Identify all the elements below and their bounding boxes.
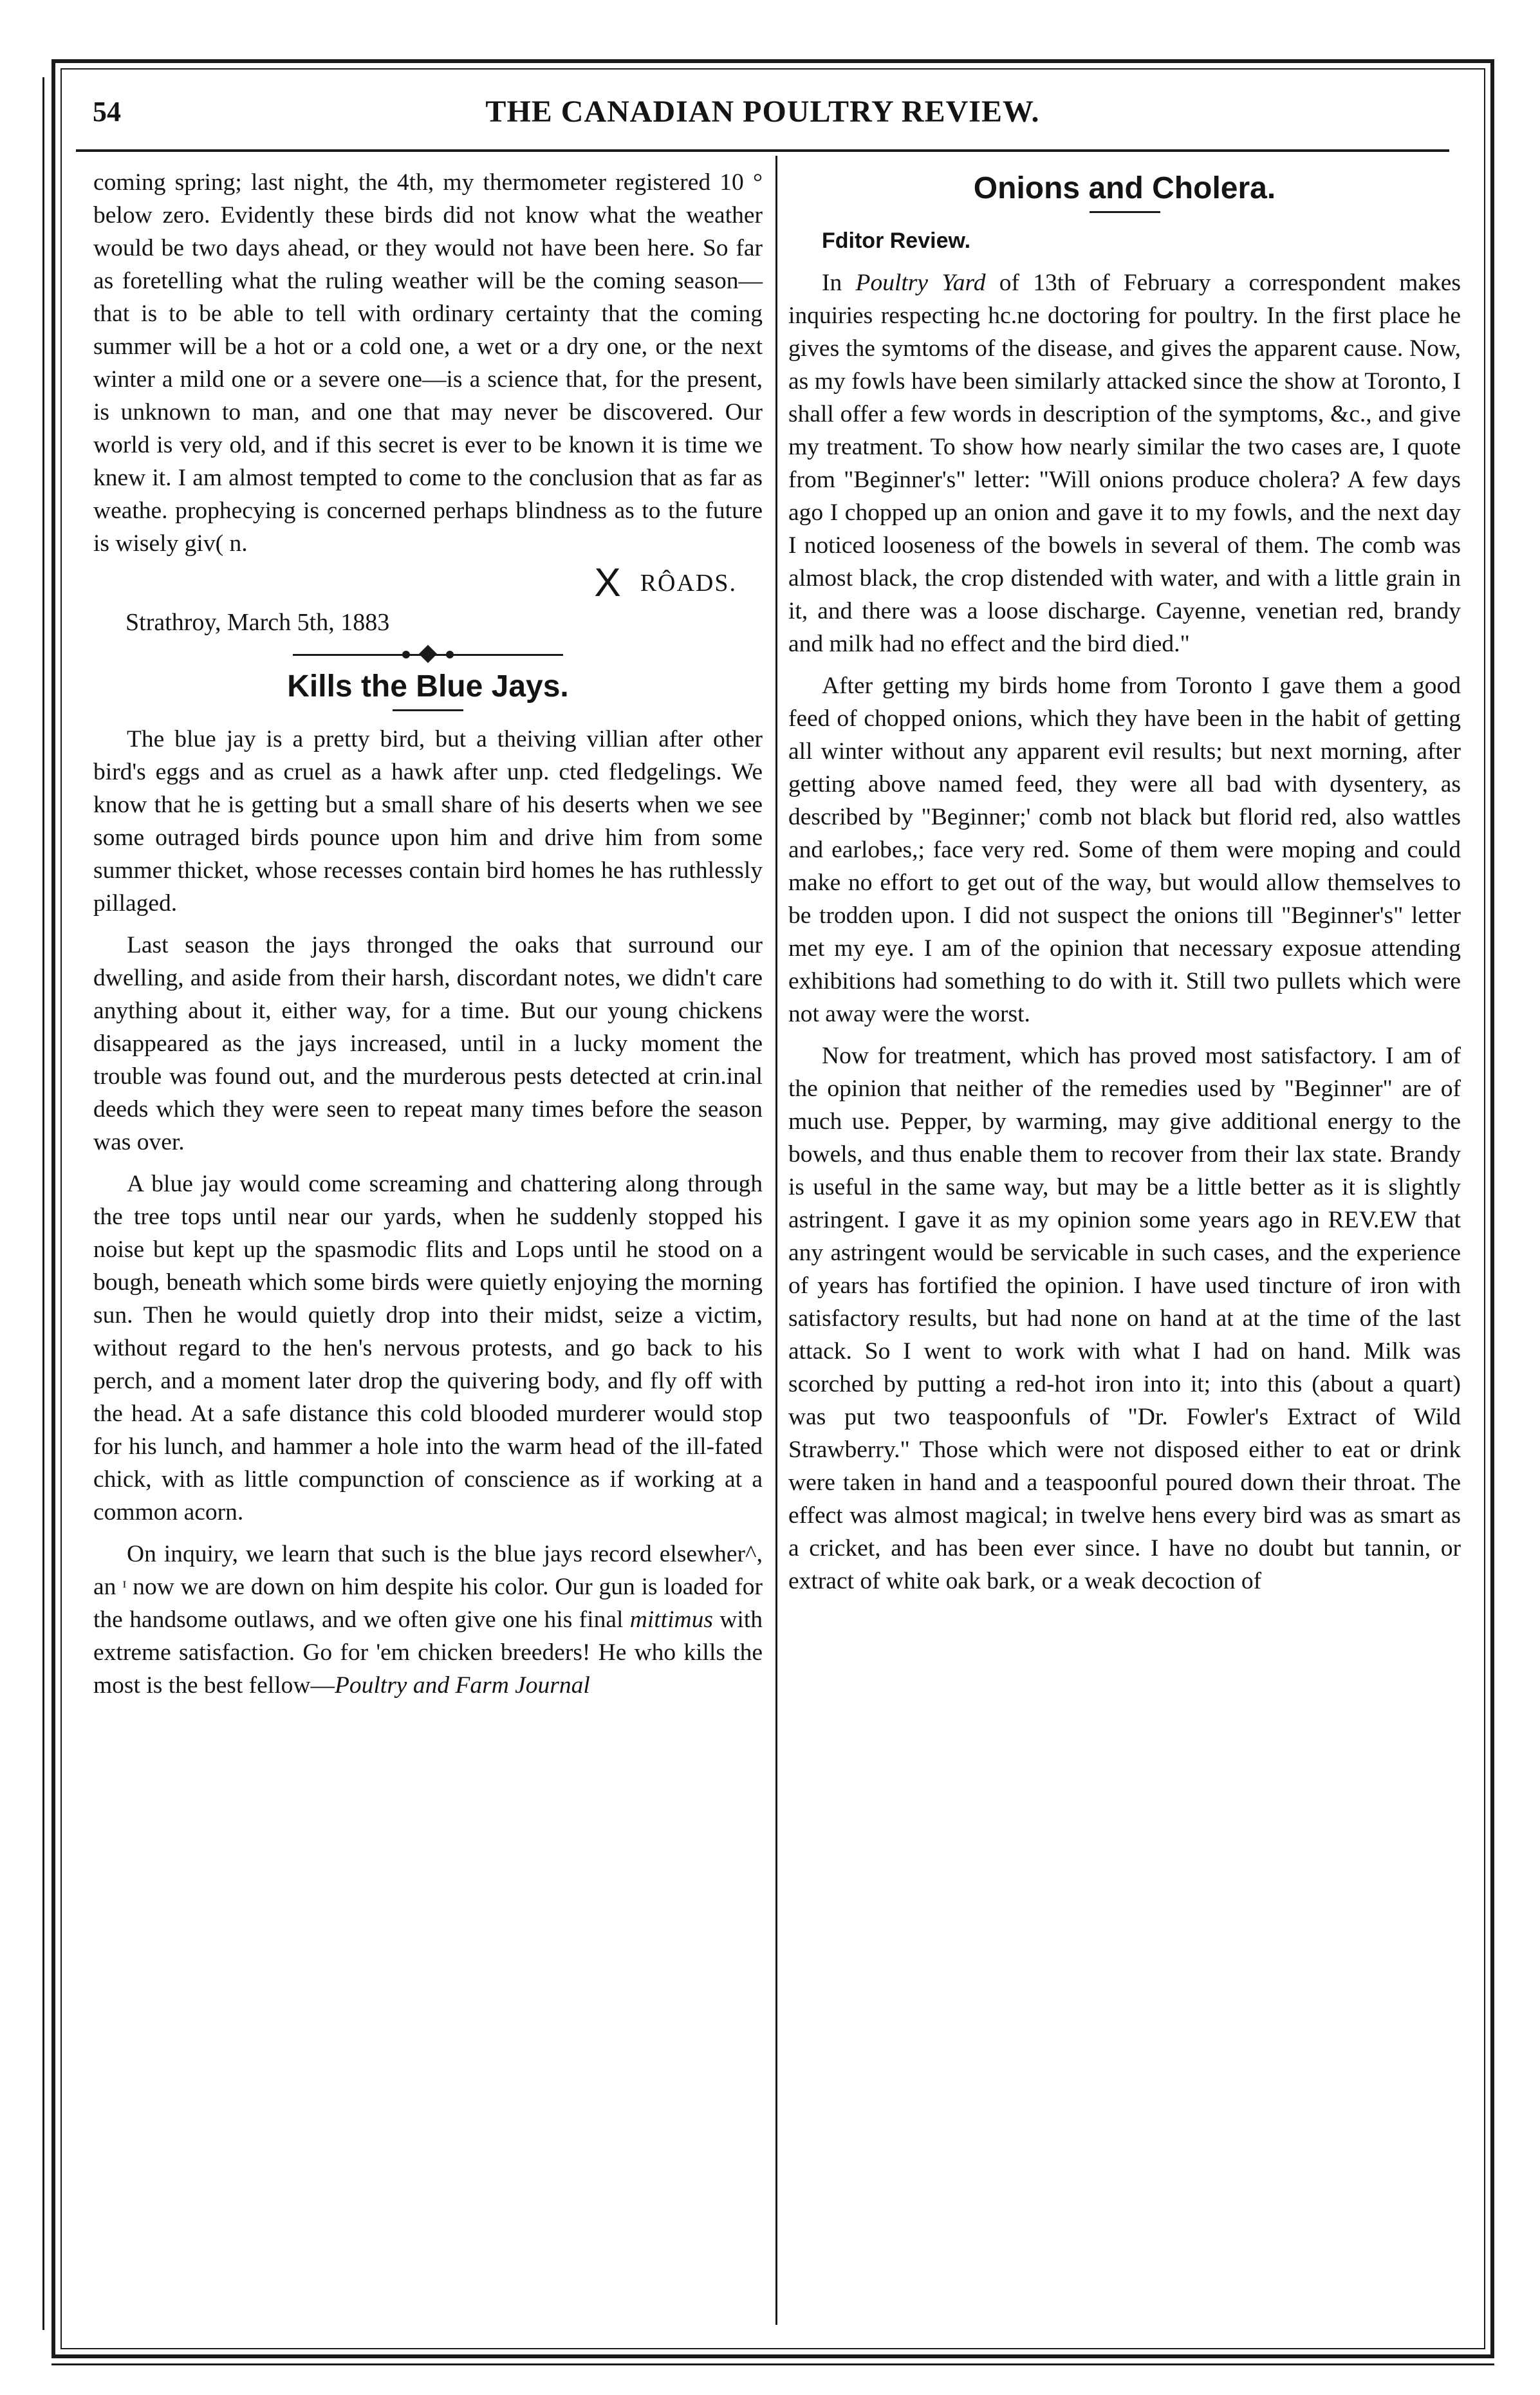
salutation: Fditor Review.: [822, 228, 971, 253]
continued-paragraph: coming spring; last night, the 4th, my thermometer registered 10 ° below zero. Evidently these birds did not know what the weather would be two days ahead, or they would not have been here. So far as foretelling what the ruling weather will be the coming season—that is to be able to tell with ordinary certainty that the coming summer will be a hot or a cold one, a wet or a dry one, or the next winter a mild one or a severe one—is a science that, for the present, is unknown to man, and one that may never be discovered. Our world is very old, and if this secret is ever to be known it is time we knew it. I am almost tempted to come to the conclusion that as far as weathe. prophecying is concerned perhaps blindness as to the future is wisely giv( n.: [93, 169, 763, 557]
dateline: Strathroy, March 5th, 1883: [125, 609, 390, 636]
paragraph: Now for treatment, which has proved most satisfactory. I am of the opinion that neither of the remedies used by "Beginner" are of much use. Pepper, by warming, may give additional energy to the bowels, and thus enable them to recover from their lax state. Brandy is useful in the same way, but may be a little better as it is slightly astringent. I gave it as my opinion some years ago in REV.EW that any astringent would be servicable in such cases, and the experience of years has fortified the opinion. I have used tincture of iron with satisfactory results, but had none on hand at at the time of the last attack. So I went to work with what I had on hand. Milk was scorched by putting a red-hot iron into it; into this (about a quart) was put two teaspoonfuls of "Dr. Fowler's Extract of Wild Strawberry." Those which were not disposed either to eat or drink were taken in hand and a teaspoonful poured down their throat. The effect was almost magical; in twelve hens every bird was as smart as a cricket, and has been ever since. I have no doubt but tannin, or extract of white oak bark, or a weak decoction of: [788, 1043, 1461, 1594]
source-credit: Poultry and Farm Journal: [334, 1672, 590, 1699]
left-margin-rule: [42, 77, 44, 2330]
article-title-onions-cholera: Onions and Cholera.: [973, 171, 1276, 205]
paragraph: The blue jay is a pretty bird, but a theiving villian after other bird's eggs and as cruel as a hawk after unp. cted fledgelings. We know that he is getting but a small share of his deserts when we see some outraged birds pounce upon him and drive him from some summer thicket, whose recesses contain bird homes he has ruthlessly pillaged.: [93, 726, 763, 917]
title-rule: [1090, 211, 1160, 213]
signature-name: RÔADS.: [640, 570, 737, 597]
page-header: [71, 90, 1454, 142]
italic-word: mittimus: [629, 1607, 713, 1633]
publication-name: Poultry Yard: [855, 270, 986, 296]
paragraph: After getting my birds home from Toronto I gave them a good feed of chopped onions, which they have been in the habit of getting all winter without any apparent evil results; but next morning, after getting above named feed, they were all bad with dysentery, as described by "Beginner;' comb not black but florid red, also wattles and earlobes,; face very red. Some of them were moping and could make no effort to get out of the way, but would allow themselves to be trodden upon. I did not suspect the onions till "Beginner's" letter met my eye. I am of the opinion that necessary exposue attending exhibitions had something to do with it. Still two pullets which were not away were the worst.: [788, 673, 1461, 1027]
signature-block: [93, 561, 763, 645]
bottom-rule: [51, 2363, 1494, 2365]
header-rule: [76, 149, 1449, 152]
left-column: [93, 166, 763, 1711]
paragraph: In Poultry Yard of 13th of February a correspondent makes inquiries respecting hc.ne doctoring for poultry. In the first place he gives the symtoms of the disease, and gives the apparent cause. Now, as my fowls have been similarly attacked since the show at Toronto, I shall offer a few words in description of the symptoms, &c., and give my treatment. To show how nearly similar the two cases are, I quote from "Beginner's" letter: "Will onions produce cholera? A few days ago I chopped up an onion and gave it to my fowls, and the next day I noticed looseness of the bowels in several of them. The comb was almost black, the crop distended with water, and with a little grain in it, and there was a loose discharge. Cayenne, venetian red, brandy and milk had no effect and the bird died.": [788, 270, 1461, 657]
paragraph: A blue jay would come screaming and chattering along through the tree tops until near our yards, when he suddenly stopped his noise but kept up the spasmodic flits and Lops until he stood on a bough, beneath which some birds were quietly enjoying the morning sun. Then he would quietly drop into their midst, seize a victim, without regard to the hen's nervous protests, and go back to his perch, and a moment later drop the quivering body, and fly off with the head. At a safe distance this cold blooded murderer would stop for his lunch, and hammer a hole into the warm head of the ill-fated chick, with as little compunction of conscience as if working at a common acorn.: [93, 1171, 763, 1525]
running-title: THE CANADIAN POULTRY REVIEW.: [485, 95, 1040, 129]
signature: [594, 561, 737, 605]
signature-mark: X: [594, 561, 622, 605]
title-rule: [393, 709, 463, 711]
right-column: [788, 166, 1461, 1607]
column-divider: [775, 156, 777, 2325]
paragraph: On inquiry, we learn that such is the blue jays record elsewher^, an ᶦ now we are down on him despite his color. Our gun is loaded for the handsome outlaws, and we often give one his final mittimus with extreme satisfaction. Go for 'em chicken breeders! He who kills the most is the best fellow—Poultry and Farm Journal: [93, 1541, 763, 1699]
page-number: 54: [93, 96, 121, 127]
paragraph: Last season the jays thronged the oaks that surround our dwelling, and aside from their harsh, discordant notes, we didn't care anything about it, either way, for a time. But our young chickens disappeared as the jays increased, until in a lucky moment the trouble was found out, and the murderous pests detected at crin.inal deeds which they were seen to repeat many times before the season was over.: [93, 932, 763, 1155]
article-title-blue-jays: Kills the Blue Jays.: [287, 669, 569, 704]
ornament-divider: [293, 645, 563, 664]
